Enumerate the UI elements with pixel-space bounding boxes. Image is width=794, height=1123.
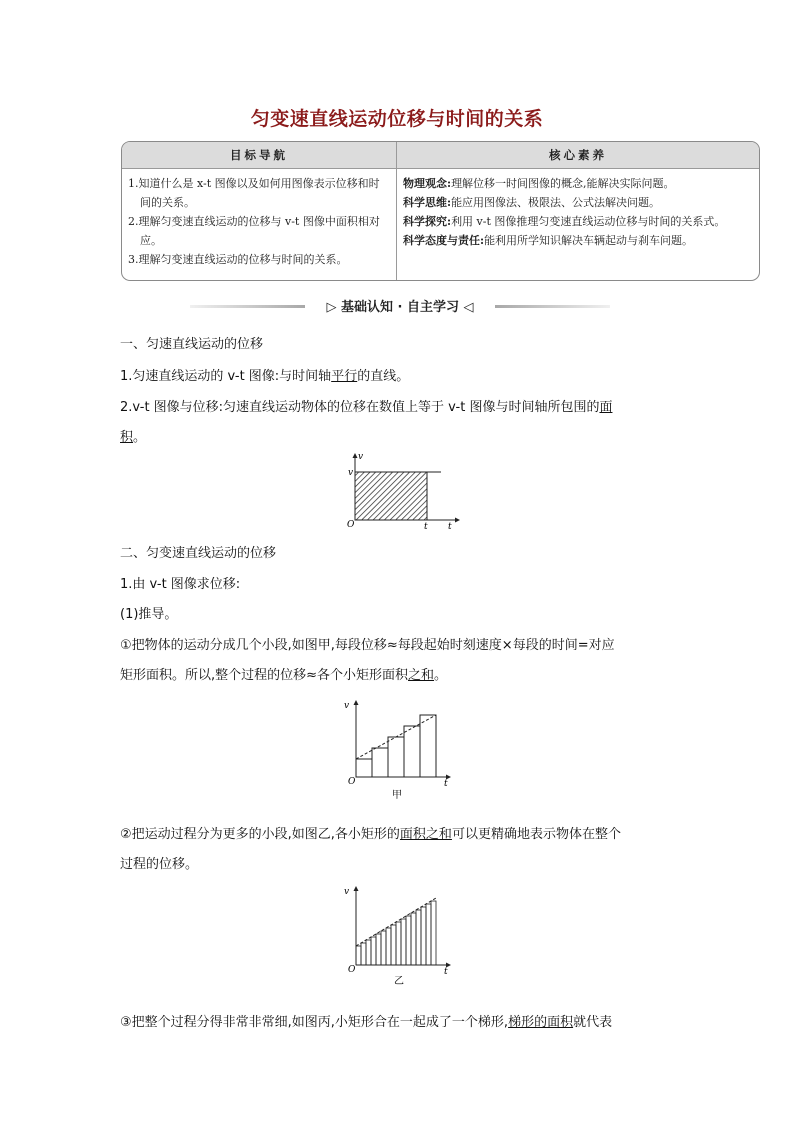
goal-table-divider [396, 142, 397, 280]
goal-table [121, 141, 760, 281]
origin-label: O [348, 965, 356, 975]
step-rect [361, 943, 366, 965]
t-axis-label: t [444, 967, 448, 977]
v-axis-arrow-icon [354, 886, 359, 891]
step-rect [420, 715, 436, 777]
step-rect [401, 919, 406, 965]
literacy-label: 物理观念: [403, 177, 452, 190]
text-span: 就代表 [573, 1015, 613, 1030]
text-span: 2.v-t 图像与位移:匀速直线运动物体的位移在数值上等于 v-t 图像与时间轴所包围的 [120, 400, 600, 415]
step-rect [356, 946, 361, 965]
banner-arrow-left-icon: ◁ [463, 300, 474, 315]
t-axis-label: t [448, 522, 452, 532]
step-rect [426, 904, 431, 965]
step-rect [356, 759, 372, 777]
step-rect [381, 931, 386, 965]
paragraph-vt-graph [120, 365, 409, 384]
v-axis-label: v [344, 701, 350, 711]
heading-accelerated-motion: 二、匀变速直线运动的位移 [120, 546, 277, 561]
underlined-answer: 积 [120, 430, 134, 445]
text-span: 。 [133, 430, 147, 445]
v-tick-label: v [348, 468, 354, 478]
goal-item: 3.理解匀变速直线运动的位移与时间的关系。 [128, 253, 348, 266]
paragraph-step1-cont [120, 664, 447, 683]
text-span: 1.匀速直线运动的 v-t 图像:与时间轴 [120, 369, 332, 384]
page-title: 匀变速直线运动位移与时间的关系 [250, 108, 544, 130]
core-literacy [403, 174, 753, 250]
step-rect [416, 910, 421, 965]
step-rect [411, 913, 416, 965]
paragraph-step2 [120, 823, 621, 842]
step-rect [431, 901, 436, 965]
v-axis-label: v [358, 452, 364, 462]
velocity-line [356, 715, 436, 759]
text-span: ②把运动过程分为更多的小段,如图乙,各小矩形的 [120, 827, 400, 842]
learning-goals [128, 174, 390, 269]
underlined-answer: 梯形的面积 [508, 1015, 574, 1030]
goal-header-right: 核心素养 [549, 148, 607, 162]
paragraph-step3 [120, 1011, 612, 1030]
heading-uniform-motion: 一、匀速直线运动的位移 [120, 337, 264, 352]
underlined-answer: 平行 [331, 369, 358, 384]
section-banner [190, 296, 610, 316]
figure-caption: 乙 [394, 976, 404, 987]
literacy-text: 能应用图像法、极限法、公式法解决问题。 [451, 196, 661, 209]
step-rect [396, 922, 401, 965]
step-rect [376, 934, 381, 965]
literacy-label: 科学态度与责任: [403, 234, 485, 247]
displacement-area [355, 472, 427, 520]
banner-arrow-right-icon: ▷ [326, 300, 337, 315]
step-rect [388, 737, 404, 777]
step-rect [406, 916, 411, 965]
literacy-label: 科学探究: [403, 215, 452, 228]
banner-text [190, 296, 610, 315]
goal-item: 1.知道什么是 x-t 图像以及如何用图像表示位移和时间的关系。 [128, 177, 380, 209]
t-axis-arrow-icon [455, 518, 460, 523]
text-span: 。 [434, 668, 448, 683]
literacy-item [403, 231, 753, 250]
literacy-text: 能利用所学知识解决车辆起动与刹车问题。 [484, 234, 694, 247]
step-rect [391, 925, 396, 965]
literacy-label: 科学思维: [403, 196, 452, 209]
origin-label: O [348, 777, 356, 787]
figure-uniform-vt [335, 450, 465, 532]
text-span: 的直线。 [357, 369, 410, 384]
literacy-item [403, 193, 753, 212]
banner-label: 基础认知 · 自主学习 [341, 300, 459, 315]
v-axis-arrow-icon [353, 453, 358, 458]
step-rect [366, 940, 371, 965]
figure-jia [340, 696, 458, 802]
underlined-answer: 面积之和 [399, 827, 452, 842]
figure-caption: 甲 [392, 790, 402, 801]
text-span: 可以更精确地表示物体在整个 [451, 827, 621, 842]
goal-table-header [122, 142, 759, 169]
step-rect [404, 726, 420, 777]
literacy-item [403, 212, 753, 231]
literacy-text: 利用 v-t 图像推理匀变速直线运动位移与时间的关系式。 [451, 215, 726, 228]
step-rect [421, 907, 426, 965]
paragraph-step1: ①把物体的运动分成几个小段,如图甲,每段位移≈每段起始时刻速度×每段的时间=对应 [120, 638, 615, 653]
v-axis-arrow-icon [354, 700, 359, 705]
step-rect [371, 937, 376, 965]
text-span: 矩形面积。所以,整个过程的位移≈各个小矩形面积 [120, 668, 409, 683]
origin-label: O [347, 520, 355, 530]
paragraph-vt-area [120, 396, 612, 415]
underlined-answer: 之和 [408, 668, 435, 683]
v-axis-label: v [344, 887, 350, 897]
step-rect [372, 748, 388, 777]
paragraph-vt-area-cont [120, 426, 146, 445]
underlined-answer: 面 [599, 400, 613, 415]
literacy-item [403, 174, 753, 193]
step-rect [386, 928, 391, 965]
goal-header-left: 目标导航 [230, 148, 288, 162]
paragraph-derivation: (1)推导。 [120, 607, 178, 622]
text-span: ③把整个过程分得非常非常细,如图丙,小矩形合在一起成了一个梯形, [120, 1015, 509, 1030]
step-rects [356, 901, 436, 965]
paragraph-step2-cont: 过程的位移。 [120, 857, 199, 872]
figure-yi [338, 882, 458, 988]
goal-item: 2.理解匀变速直线运动的位移与 v-t 图像中面积相对应。 [128, 215, 380, 247]
paragraph-vt-method: 1.由 v-t 图像求位移: [120, 577, 241, 592]
literacy-text: 理解位移一时间图像的概念,能解决实际问题。 [451, 177, 675, 190]
t-tick-label: t [424, 522, 428, 532]
t-axis-label: t [444, 779, 448, 789]
